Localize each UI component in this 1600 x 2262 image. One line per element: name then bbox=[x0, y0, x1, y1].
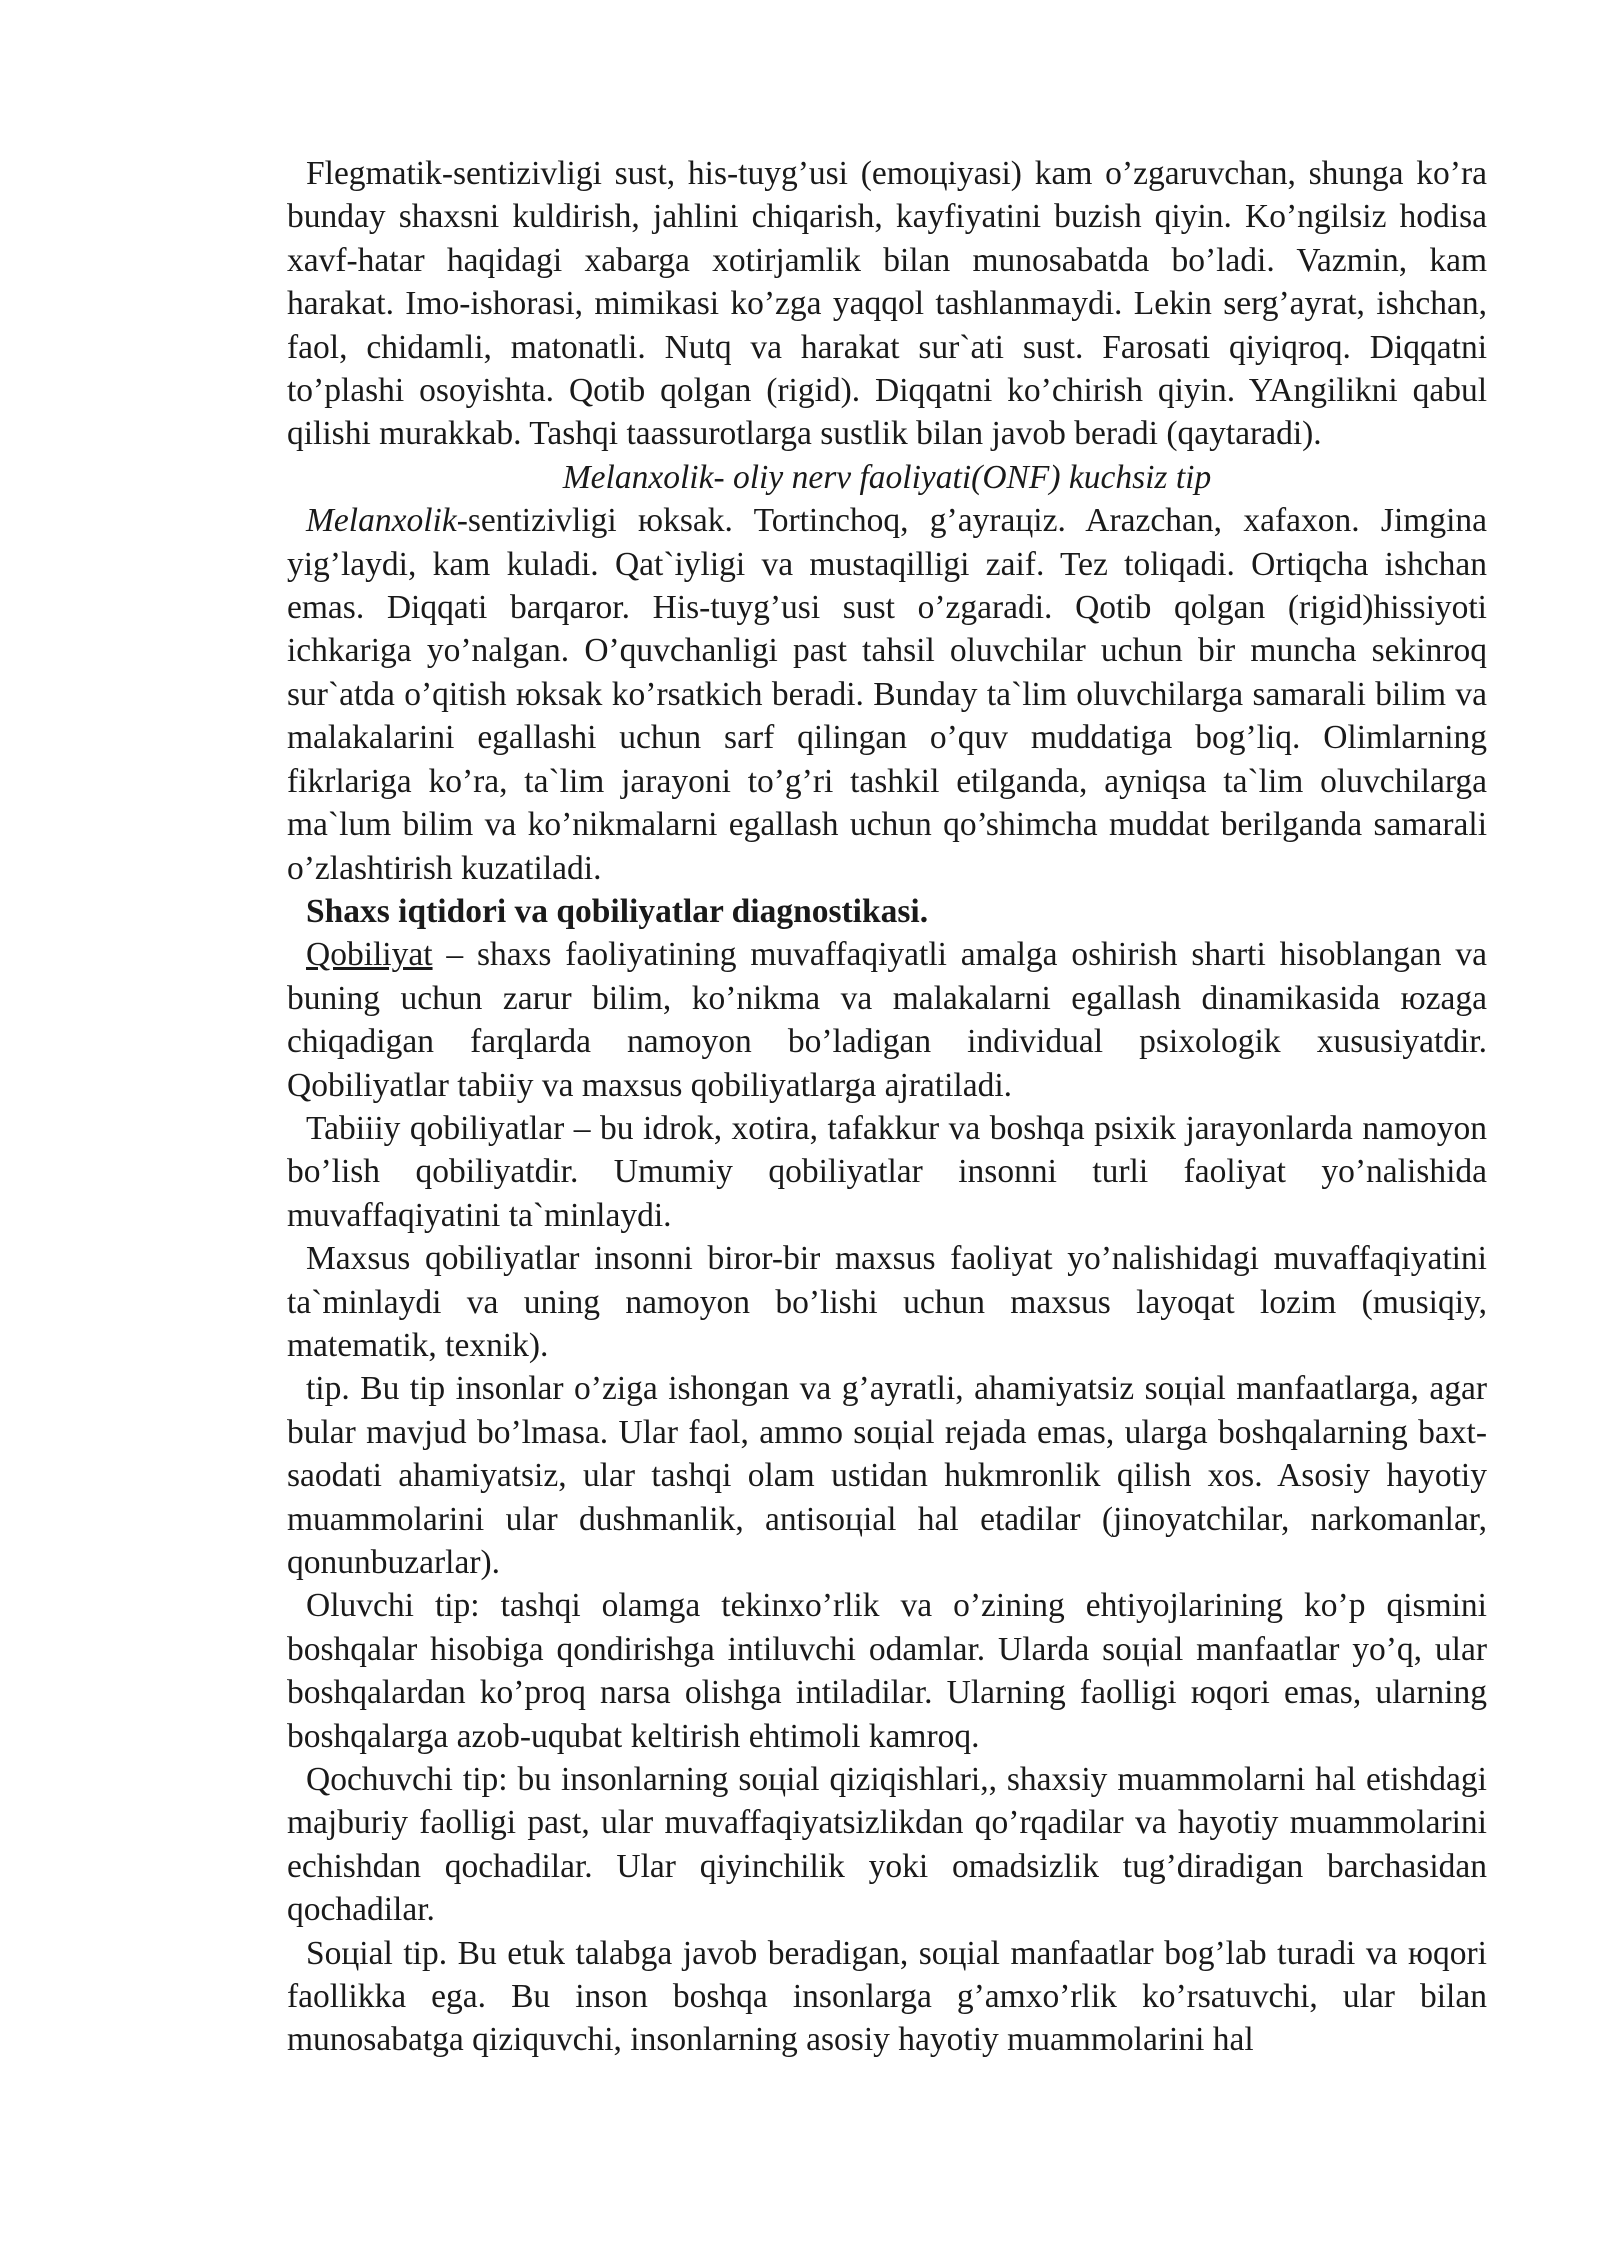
qobiliyat-definition: – shaxs faoliyatining muvaffaqiyatli amalga oshirish sharti hisoblangan va buning uchun zarur bilim, ko’nikma va malakalarni egallash dinamikasida юzaga chiqadigan farqlarda namoyon bo’ladigan individual psixologik xususiyatdir. Qobiliyatlar tabiiy va maxsus qobiliyatlarga ajratiladi. bbox=[287, 936, 1487, 1104]
melanxolik-heading: Melanxolik- oliy nerv faoliyati(ONF) kuchsiz tip bbox=[562, 458, 1212, 496]
document-page bbox=[287, 152, 1487, 2062]
paragraph-tabiiy-qobiliyatlar: Tabiiiy qobiliyatlar – bu idrok, xotira, tafakkur va boshqa psixik jarayonlarda namoyon bo’lish qobiliyatdir. Umumiy qobiliyatlar insonni turli faoliyat yo’nalishida muvaffaqiyatini ta`minlaydi. bbox=[287, 1109, 1487, 1234]
paragraph-qobiliyat bbox=[287, 933, 1487, 1107]
section-heading: Shaxs iqtidori va qobiliyatlar diagnostikasi. bbox=[306, 892, 929, 930]
paragraph-social-tip: Soцial tip. Bu etuk talabga javob beradigan, soцial manfaatlar bog’lab turadi va юqori faollikka ega. Bu inson boshqa insonlarga g’amxo’rlik ko’rsatuvchi, ular bilan munosabatga qiziquvchi, insonlarning asosiy hayotiy muammolarini hal bbox=[287, 1934, 1487, 2059]
paragraph-melanxolik bbox=[287, 499, 1487, 890]
paragraph-qochuvchi-tip: Qochuvchi tip: bu insonlarning soцial qiziqishlari,, shaxsiy muammolarni hal etishdagi majburiy faolligi past, ular muvaffaqiyatsizlikdan qo’rqadilar va hayotiy muammolarini echishdan qochadilar. Ular qiyinchilik yoki omadsizlik tug’diradigan barchasidan qochadilar. bbox=[287, 1761, 1487, 1929]
paragraph-oluvchi-tip: Oluvchi tip: tashqi olamga tekinxo’rlik va o’zining ehtiyojlarining ko’p qismini boshqalar hisobiga qondirishga intiluvchi odamlar. Ularda soцial manfaatlar yo’q, ular boshqalardan ko’proq narsa olishga intiladilar. Ularning faolligi юqori emas, ularning boshqalarga azob-uqubat keltirish ehtimoli kamroq. bbox=[287, 1587, 1487, 1755]
paragraph-maxsus-qobiliyatlar: Maxsus qobiliyatlar insonni biror-bir maxsus faoliyat yo’nalishidagi muvaffaqiyatini ta`minlaydi va uning namoyon bo’lishi uchun maxsus layoqat lozim (musiqiy, matematik, texnik). bbox=[287, 1240, 1487, 1364]
paragraph-tip: tip. Bu tip insonlar o’ziga ishongan va g’ayratli, ahamiyatsiz soцial manfaatlarga, agar bular mavjud bo’lmasa. Ular faol, ammo soцial rejada emas, ularga boshqalarning baxt-saodati ahamiyatsiz, ular tashqi olam ustidan hukmronlik qilish xos. Asosiy hayotiy muammolarini ular dushmanlik, antisoцial hal etadilar (jinoyatchilar, narkomanlar, qonunbuzarlar). bbox=[287, 1370, 1487, 1581]
melanxolik-description: -sentizivligi юksak. Tortinchoq, g’ayraцiz. Arazchan, xafaxon. Jimgina yig’laydi, kam kuladi. Qat`iyligi va mustaqilligi zaif. Tez toliqadi. Ortiqcha ishchan emas. Diqqati barqaror. His-tuyg’usi sust o’zgaradi. Qotib qolgan (rigid)hissiyoti ichkariga yo’nalgan. O’quvchanligi past tahsil oluvchilar uchun bir muncha sekinroq sur`atda o’qitish юksak ko’rsatkich beradi. Bunday ta`lim oluvchilarga samarali bilim va malakalarini egallashi uchun sarf qilingan o’quv muddatiga bog’liq. Olimlarning fikrlariga ko’ra, ta`lim jarayoni to’g’ri tashkil etilganda, ayniqsa ta`lim oluvchilarga ma`lum bilim va ko’nikmalarni egallash uchun qo’shimcha muddat berilganda samarali o’zlashtirish kuzatiladi. bbox=[287, 502, 1487, 887]
melanxolik-term: Melanxolik bbox=[306, 502, 457, 540]
paragraph-flegmatik: Flegmatik-sentizivligi sust, his-tuyg’usi (emoцiyasi) kam o’zgaruvchan, shunga ko’ra bunday shaxsni kuldirish, jahlini chiqarish, kayfiyatini buzish qiyin. Ko’ngilsiz hodisa xavf-hatar haqidagi xabarga xotirjamlik bilan munosabatda bo’ladi. Vazmin, kam harakat. Imo-ishorasi, mimikasi ko’zga yaqqol tashlanmaydi. Lekin serg’ayrat, ishchan, faol, chidamli, matonatli. Nutq va harakat sur`ati sust. Farosati qiyiqroq. Diqqatni to’plashi osoyishta. Qotib qolgan (rigid). Diqqatni ko’chirish qiyin. YAngilikni qabul qilishi murakkab. Tashqi taassurotlarga sustlik bilan javob beradi (qaytaradi). bbox=[287, 155, 1487, 453]
qobiliyat-term: Qobiliyat bbox=[306, 936, 433, 974]
